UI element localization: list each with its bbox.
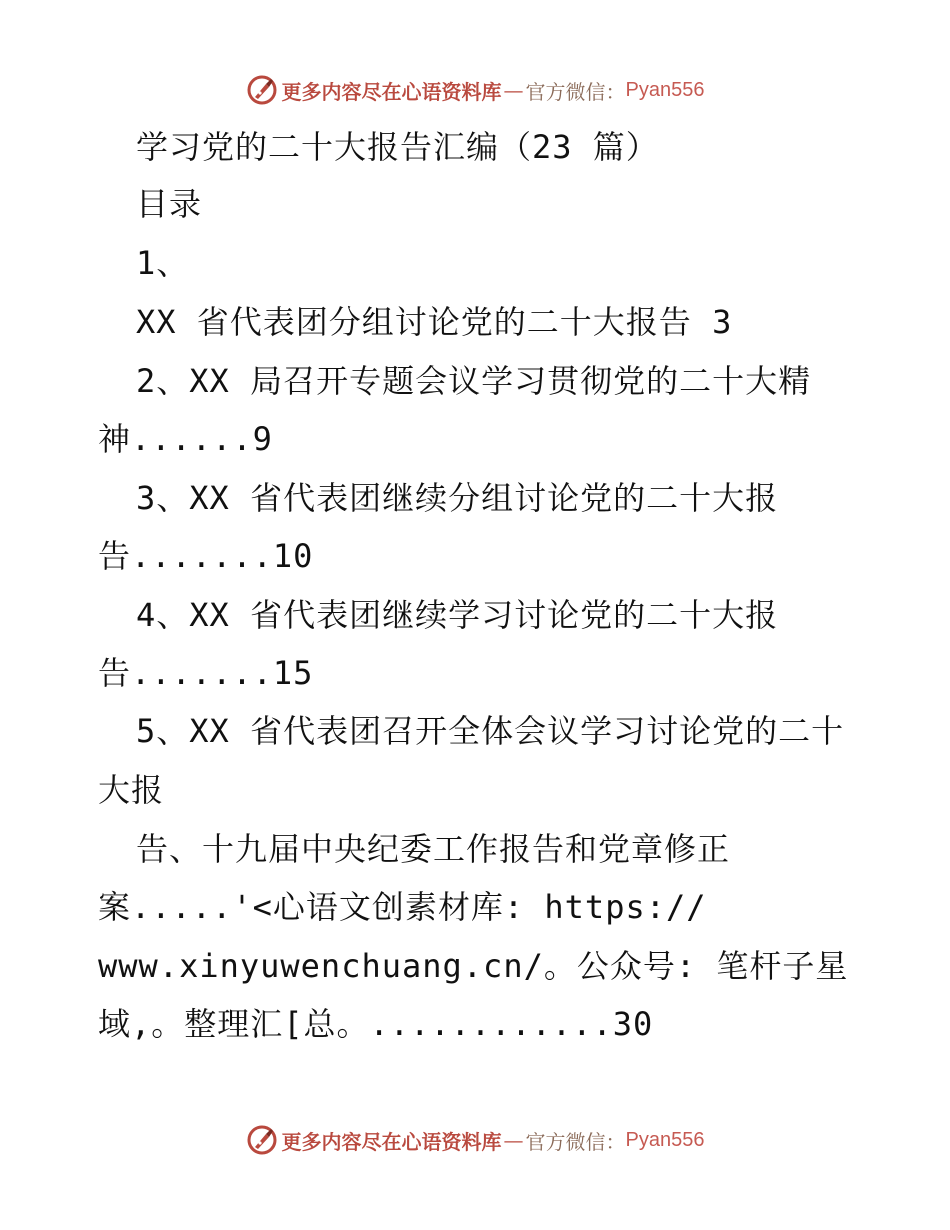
toc-line: 告.......15 xyxy=(98,654,314,692)
toc-line: 告.......10 xyxy=(98,537,314,575)
toc-line: 大报 xyxy=(98,771,165,809)
toc-line: 告、十九届中央纪委工作报告和党章修正 xyxy=(136,830,731,868)
toc-line: XX 省代表团分组讨论党的二十大报告 3 xyxy=(136,303,733,341)
banner-wechat-label: 官方微信： xyxy=(525,79,626,104)
banner-separator: — xyxy=(503,78,524,102)
pen-nib-circle-icon xyxy=(246,1124,278,1156)
toc-line: 5、XX 省代表团召开全体会议学习讨论党的二十 xyxy=(136,712,845,750)
toc-line: 域,。整理汇[总。............30 xyxy=(98,1005,654,1043)
banner-wechat-id: Pyan556 xyxy=(625,78,705,101)
banner-text: 更多内容尽在心语资料库 xyxy=(281,1129,502,1154)
toc-line: 3、XX 省代表团继续分组讨论党的二十大报 xyxy=(136,479,779,517)
document-title: 学习党的二十大报告汇编（23 篇） xyxy=(136,128,659,166)
banner-text: 更多内容尽在心语资料库 xyxy=(281,79,502,104)
banner-wechat-label: 官方微信： xyxy=(525,1129,626,1154)
toc-line: 4、XX 省代表团继续学习讨论党的二十大报 xyxy=(136,596,779,634)
toc-line: 1、 xyxy=(136,244,190,282)
banner-wechat-id: Pyan556 xyxy=(625,1128,705,1151)
toc-line: 2、XX 局召开专题会议学习贯彻党的二十大精 xyxy=(136,362,812,400)
toc-line: 案.....'<心语文创素材库: https:// xyxy=(98,888,707,926)
banner-separator: — xyxy=(503,1128,524,1152)
toc-heading: 目录 xyxy=(136,185,203,223)
pen-nib-circle-icon xyxy=(246,74,278,106)
toc-line: www.xinyuwenchuang.cn/。公众号: 笔杆子星 xyxy=(98,947,849,985)
header-banner xyxy=(0,70,950,110)
footer-banner xyxy=(0,1120,950,1160)
toc-line: 神......9 xyxy=(98,420,273,458)
